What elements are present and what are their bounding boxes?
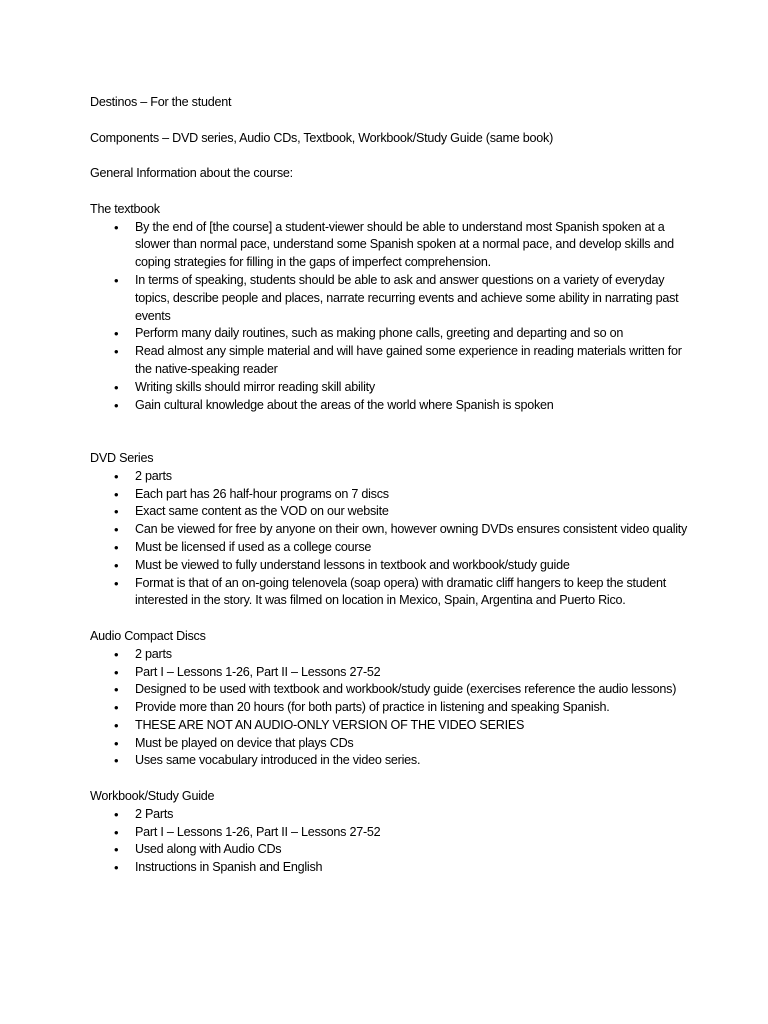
list-item: • Perform many daily routines, such as making phone calls, greeting and departing and so on [90, 325, 690, 343]
list-item: • Each part has 26 half-hour programs on 7 discs [90, 486, 690, 504]
list-item: • Can be viewed for free by anyone on their own, however owning DVDs ensures consistent video quality [90, 521, 690, 539]
list-item: • Part I – Lessons 1-26, Part II – Lessons 27-52 [90, 664, 690, 682]
spacer [90, 147, 690, 165]
list-item: • By the end of [the course] a student-viewer should be able to understand most Spanish spoken at a slower than normal pace, understand some Spanish spoken at a normal pace, and develop skills and coping strategies for filling in the gaps of imperfect comprehension. [90, 219, 690, 272]
list-item: • In terms of speaking, students should be able to ask and answer questions on a variety of everyday topics, describe people and places, narrate recurring events and achieve some ability in narrating past events [90, 272, 690, 325]
section-heading-audio-cds: Audio Compact Discs [90, 628, 206, 643]
general-info-heading: General Information about the course: [90, 166, 293, 181]
list-item: • Exact same content as the VOD on our website [90, 503, 690, 521]
section-heading-textbook: The textbook [90, 201, 160, 216]
list-item: • Must be viewed to fully understand lessons in textbook and workbook/study guide [90, 557, 690, 575]
spacer [90, 770, 690, 788]
list-item: • Used along with Audio CDs [90, 841, 690, 859]
list-item: • 2 parts [90, 468, 690, 486]
document-body [90, 94, 690, 877]
section-heading-dvd-series: DVD Series [90, 450, 154, 465]
list-item: • Instructions in Spanish and English [90, 859, 690, 877]
list-item: • Gain cultural knowledge about the areas of the world where Spanish is spoken [90, 397, 690, 415]
section-heading-workbook: Workbook/Study Guide [90, 789, 215, 804]
bullet-list-dvd-series [90, 468, 690, 610]
bullet-list-audio-cds [90, 646, 690, 771]
list-item: • Must be played on device that plays CDs [90, 735, 690, 753]
list-item: • Read almost any simple material and will have gained some experience in reading materials written for the native-speaking reader [90, 343, 690, 379]
spacer [90, 112, 690, 130]
list-item: • Format is that of an on-going telenovela (soap opera) with dramatic cliff hangers to keep the student interested in the story. It was filmed on location in Mexico, Spain, Argentina and Puerto Rico. [90, 575, 690, 611]
spacer [90, 414, 690, 450]
bullet-list-workbook [90, 806, 690, 877]
document-title: Destinos – For the student [90, 95, 232, 109]
list-item: • THESE ARE NOT AN AUDIO-ONLY VERSION OF THE VIDEO SERIES [90, 717, 690, 735]
spacer [90, 183, 690, 201]
list-item: • Writing skills should mirror reading skill ability [90, 379, 690, 397]
components-line: Components – DVD series, Audio CDs, Textbook, Workbook/Study Guide (same book) [90, 130, 554, 145]
list-item: • 2 parts [90, 646, 690, 664]
list-item: • Part I – Lessons 1-26, Part II – Lessons 27-52 [90, 824, 690, 842]
list-item: • Designed to be used with textbook and workbook/study guide (exercises reference the audio lessons) [90, 681, 690, 699]
list-item: • Provide more than 20 hours (for both parts) of practice in listening and speaking Spanish. [90, 699, 690, 717]
list-item: • Must be licensed if used as a college course [90, 539, 690, 557]
list-item: • 2 Parts [90, 806, 690, 824]
bullet-list-textbook [90, 219, 690, 415]
list-item: • Uses same vocabulary introduced in the video series. [90, 752, 690, 770]
spacer [90, 610, 690, 628]
